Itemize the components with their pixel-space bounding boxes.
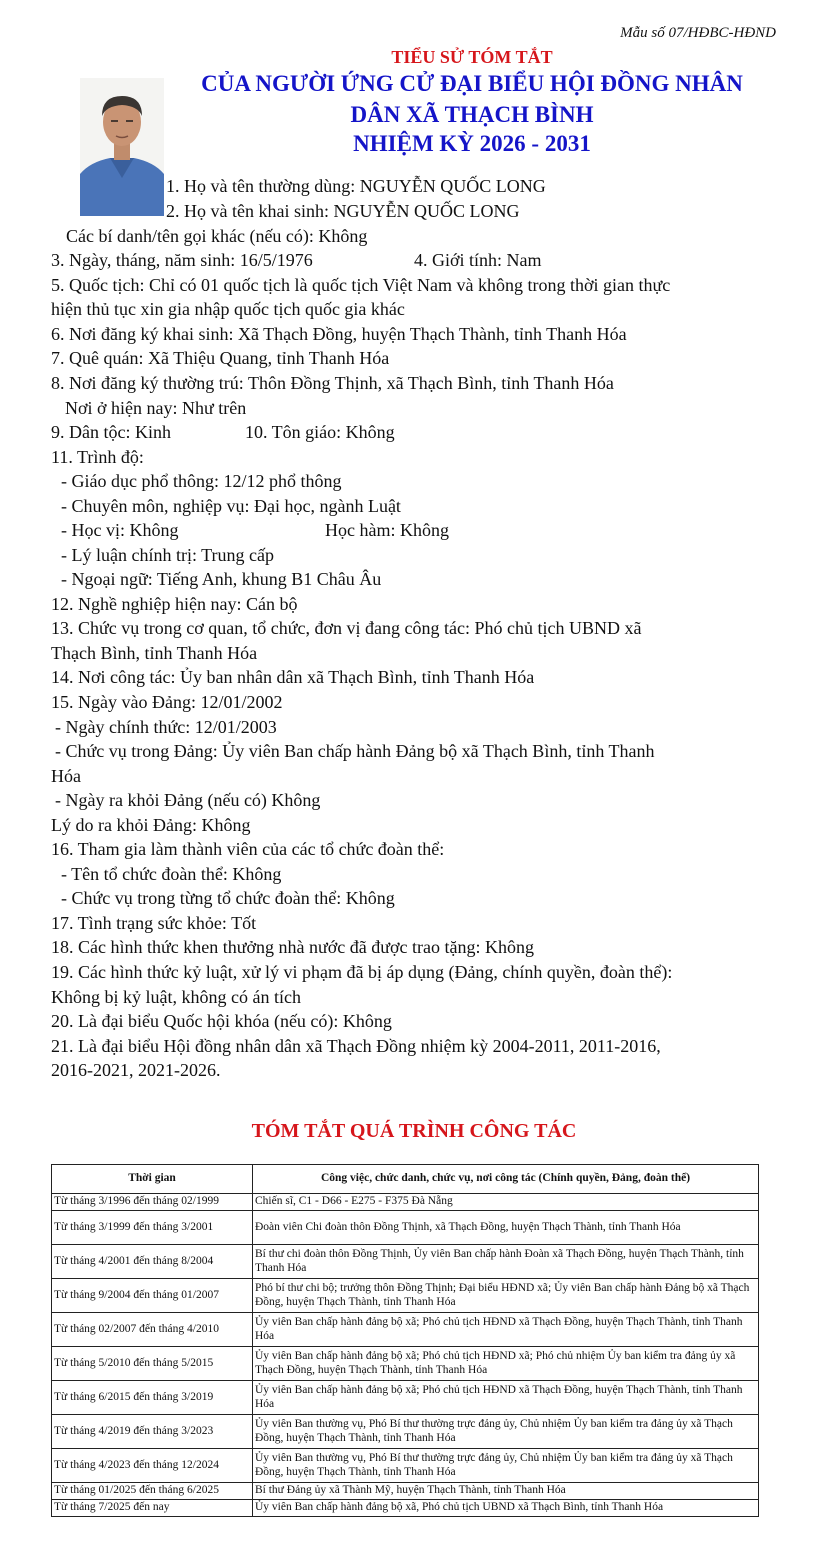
column-header-description: Công việc, chức danh, chức vụ, nơi công tác (Chính quyền, Đảng, đoàn thể) xyxy=(253,1165,759,1194)
current-residence: Nơi ở hiện nay: Như trên xyxy=(65,398,247,418)
national-assembly-delegate: 20. Là đại biểu Quốc hội khóa (nếu có): Không xyxy=(51,1011,392,1031)
general-education: - Giáo dục phổ thông: 12/12 phổ thông xyxy=(61,471,342,491)
party-exit-date: - Ngày ra khỏi Đảng (nếu có) Không xyxy=(55,790,321,810)
religion: 10. Tôn giáo: Không xyxy=(245,422,395,442)
period-cell: Từ tháng 02/2007 đến tháng 4/2010 xyxy=(52,1313,253,1347)
period-cell: Từ tháng 3/1999 đến tháng 3/2001 xyxy=(52,1211,253,1245)
organizations-heading: 16. Tham gia làm thành viên của các tổ chức đoàn thể: xyxy=(51,839,445,859)
work-history-title: TÓM TẮT QUÁ TRÌNH CÔNG TÁC xyxy=(251,1120,577,1142)
academic-degree: - Học vị: Không xyxy=(61,520,179,540)
portrait-photo xyxy=(80,78,164,216)
education-heading: 11. Trình độ: xyxy=(51,447,144,467)
discipline-cont: Không bị kỷ luật, không có án tích xyxy=(51,987,301,1007)
academic-title: Học hàm: Không xyxy=(325,520,449,540)
discipline: 19. Các hình thức kỷ luật, xử lý vi phạm đã bị áp dụng (Đảng, chính quyền, đoàn thể): xyxy=(51,962,673,982)
table-header-row xyxy=(52,1165,759,1194)
party-position: - Chức vụ trong Đảng: Ủy viên Ban chấp hành Đảng bộ xã Thạch Bình, tỉnh Thanh xyxy=(55,741,655,761)
date-of-birth: 3. Ngày, tháng, năm sinh: 16/5/1976 xyxy=(51,250,313,270)
gender: 4. Giới tính: Nam xyxy=(414,250,542,270)
birth-name: 2. Họ và tên khai sinh: NGUYỄN QUỐC LONG xyxy=(166,201,520,221)
description-cell: Đoàn viên Chi đoàn thôn Đồng Thịnh, xã Thạch Đồng, huyện Thạch Thành, tỉnh Thanh Hóa xyxy=(253,1211,759,1245)
document-subtitle-commune: DÂN XÃ THẠCH BÌNH xyxy=(350,102,594,127)
form-code: Mẫu số 07/HĐBC-HĐND xyxy=(620,25,776,41)
nationality-cont: hiện thủ tục xin gia nhập quốc tịch quốc gia khác xyxy=(51,299,405,319)
period-cell: Từ tháng 01/2025 đến tháng 6/2025 xyxy=(52,1483,253,1500)
period-cell: Từ tháng 7/2025 đến nay xyxy=(52,1500,253,1517)
council-delegate-cont: 2016-2021, 2021-2026. xyxy=(51,1060,221,1080)
professional-qualification: - Chuyên môn, nghiệp vụ: Đại học, ngành Luật xyxy=(61,496,401,516)
table-row xyxy=(52,1211,759,1245)
table-row xyxy=(52,1449,759,1483)
common-name: 1. Họ và tên thường dùng: NGUYỄN QUỐC LONG xyxy=(166,176,546,196)
portrait-illustration xyxy=(80,78,164,216)
description-cell: Bí thư Đảng ủy xã Thành Mỹ, huyện Thạch Thành, tỉnh Thanh Hóa xyxy=(253,1483,759,1500)
current-position-cont: Thạch Bình, tỉnh Thanh Hóa xyxy=(51,643,258,663)
council-delegate: 21. Là đại biểu Hội đồng nhân dân xã Thạch Đồng nhiệm kỳ 2004-2011, 2011-2016, xyxy=(51,1036,661,1056)
column-header-time: Thời gian xyxy=(52,1165,253,1194)
description-cell: Ủy viên Ban thường vụ, Phó Bí thư thường trực đảng ủy, Chủ nhiệm Ủy ban kiểm tra đảng ủy xã Thạch Đồng, huyện Thạch Thành, tỉnh Thanh Hóa xyxy=(253,1449,759,1483)
period-cell: Từ tháng 3/1996 đến tháng 02/1999 xyxy=(52,1194,253,1211)
ethnicity: 9. Dân tộc: Kinh xyxy=(51,422,171,442)
period-cell: Từ tháng 4/2019 đến tháng 3/2023 xyxy=(52,1415,253,1449)
period-cell: Từ tháng 4/2023 đến tháng 12/2024 xyxy=(52,1449,253,1483)
current-position: 13. Chức vụ trong cơ quan, tổ chức, đơn vị đang công tác: Phó chủ tịch UBND xã xyxy=(51,618,642,638)
period-cell: Từ tháng 9/2004 đến tháng 01/2007 xyxy=(52,1279,253,1313)
table-row xyxy=(52,1279,759,1313)
table-row xyxy=(52,1483,759,1500)
organization-position: - Chức vụ trong từng tổ chức đoàn thể: Không xyxy=(61,888,395,908)
political-theory: - Lý luận chính trị: Trung cấp xyxy=(61,545,274,565)
document-subtitle: CỦA NGƯỜI ỨNG CỬ ĐẠI BIỂU HỘI ĐỒNG NHÂN xyxy=(201,71,743,96)
aliases: Các bí danh/tên gọi khác (nếu có): Không xyxy=(66,226,368,246)
description-cell: Ủy viên Ban chấp hành đảng bộ xã, Phó chủ tịch UBND xã Thạch Bình, tỉnh Thanh Hóa xyxy=(253,1500,759,1517)
description-cell: Ủy viên Ban chấp hành đảng bộ xã; Phó chủ tịch HĐND xã Thạch Đồng, huyện Thạch Thành, tỉnh Thanh Hóa xyxy=(253,1381,759,1415)
table-row xyxy=(52,1415,759,1449)
permanent-residence: 8. Nơi đăng ký thường trú: Thôn Đồng Thịnh, xã Thạch Bình, tỉnh Thanh Hóa xyxy=(51,373,614,393)
party-exit-reason: Lý do ra khỏi Đảng: Không xyxy=(51,815,251,835)
birth-registration-place: 6. Nơi đăng ký khai sinh: Xã Thạch Đồng, huyện Thạch Thành, tỉnh Thanh Hóa xyxy=(51,324,627,344)
hometown: 7. Quê quán: Xã Thiệu Quang, tỉnh Thanh Hóa xyxy=(51,348,390,368)
description-cell: Bí thư chi đoàn thôn Đồng Thịnh, Ủy viên Ban chấp hành Đoàn xã Thạch Đồng, huyện Thạch Thành, tỉnh Thanh Hóa xyxy=(253,1245,759,1279)
party-position-cont: Hóa xyxy=(51,766,81,786)
workplace: 14. Nơi công tác: Ủy ban nhân dân xã Thạch Bình, tỉnh Thanh Hóa xyxy=(51,667,535,687)
period-cell: Từ tháng 6/2015 đến tháng 3/2019 xyxy=(52,1381,253,1415)
table-row xyxy=(52,1194,759,1211)
description-cell: Chiến sĩ, C1 - D66 - E275 - F375 Đà Nẵng xyxy=(253,1194,759,1211)
document-title: TIỂU SỬ TÓM TẮT xyxy=(391,47,553,67)
table-row xyxy=(52,1500,759,1517)
period-cell: Từ tháng 5/2010 đến tháng 5/2015 xyxy=(52,1347,253,1381)
health-status: 17. Tình trạng sức khỏe: Tốt xyxy=(51,913,257,933)
table-row xyxy=(52,1313,759,1347)
organization-name: - Tên tổ chức đoàn thể: Không xyxy=(61,864,282,884)
party-admission-date: 15. Ngày vào Đảng: 12/01/2002 xyxy=(51,692,283,712)
party-official-date: - Ngày chính thức: 12/01/2003 xyxy=(55,717,277,737)
awards: 18. Các hình thức khen thưởng nhà nước đã được trao tặng: Không xyxy=(51,937,534,957)
work-history-table xyxy=(51,1164,759,1517)
nationality: 5. Quốc tịch: Chỉ có 01 quốc tịch là quốc tịch Việt Nam và không trong thời gian thực xyxy=(51,275,671,295)
foreign-language: - Ngoại ngữ: Tiếng Anh, khung B1 Châu Âu xyxy=(61,569,382,589)
table-row xyxy=(52,1245,759,1279)
description-cell: Ủy viên Ban thường vụ, Phó Bí thư thường trực đảng ủy, Chủ nhiệm Ủy ban kiểm tra đảng ủy xã Thạch Đồng, huyện Thạch Thành, tỉnh Thanh Hóa xyxy=(253,1415,759,1449)
description-cell: Phó bí thư chi bộ; trưởng thôn Đồng Thịnh; Đại biểu HĐND xã; Ủy viên Ban chấp hành Đảng bộ xã Thạch Đồng, huyện Thạch Thành, tỉnh Thanh Hóa xyxy=(253,1279,759,1313)
description-cell: Ủy viên Ban chấp hành đảng bộ xã; Phó chủ tịch HĐND xã; Phó chủ nhiệm Ủy ban kiểm tra đảng ủy xã Thạch Đồng, huyện Thạch Thành, tỉnh Thanh Hóa xyxy=(253,1347,759,1381)
document-term: NHIỆM KỲ 2026 - 2031 xyxy=(353,131,591,156)
period-cell: Từ tháng 4/2001 đến tháng 8/2004 xyxy=(52,1245,253,1279)
table-row xyxy=(52,1381,759,1415)
current-occupation: 12. Nghề nghiệp hiện nay: Cán bộ xyxy=(51,594,298,614)
description-cell: Ủy viên Ban chấp hành đảng bộ xã; Phó chủ tịch HĐND xã Thạch Đồng, huyện Thạch Thành, tỉnh Thanh Hóa xyxy=(253,1313,759,1347)
table-row xyxy=(52,1347,759,1381)
